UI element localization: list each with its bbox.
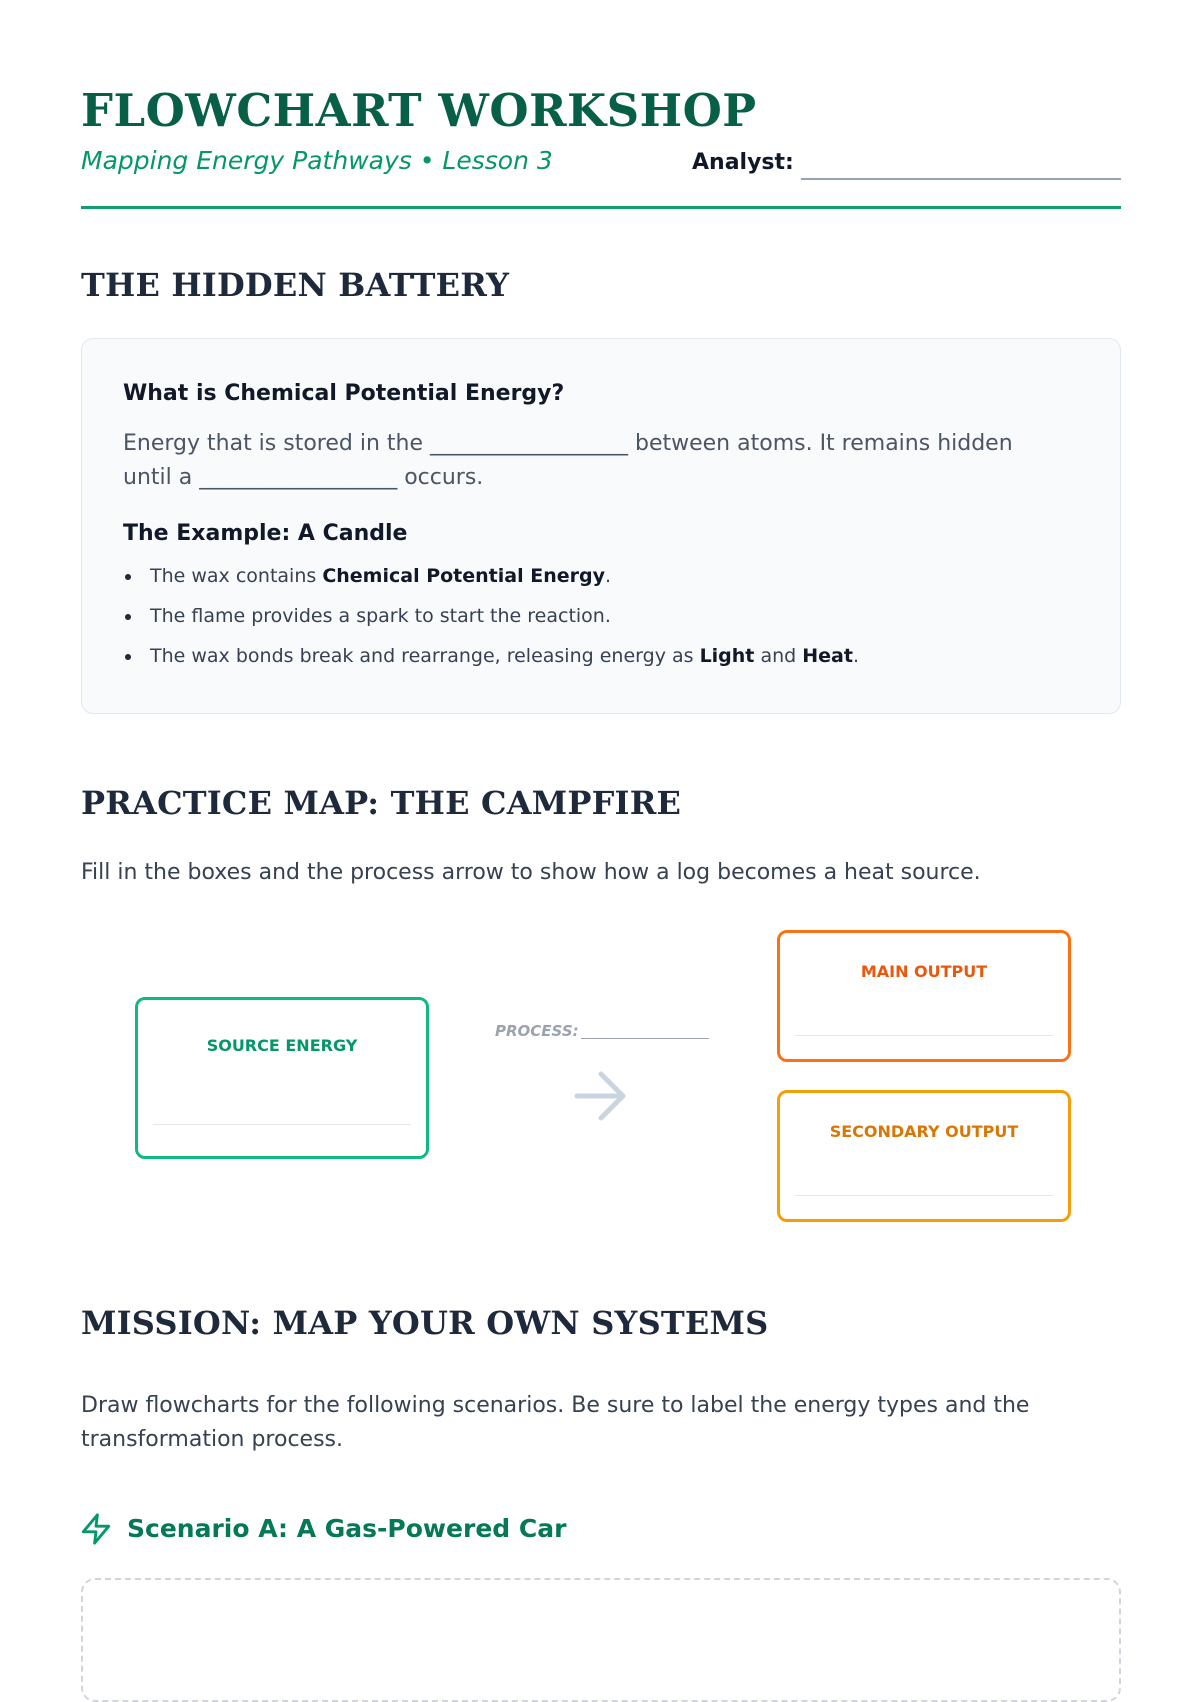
example-title: The Example: A Candle [123, 521, 408, 546]
section-title-practice-map: PRACTICE MAP: THE CAMPFIRE [81, 784, 682, 822]
example-bullet-list [123, 564, 859, 684]
info-box [81, 338, 1121, 714]
scenario-a-title: Scenario A: A Gas-Powered Car [127, 1514, 567, 1543]
definition-text: Energy that is stored in the __________________ between atoms. It remains hidden until a __________________ occurs. [123, 431, 1013, 490]
process-answer-line[interactable] [581, 1038, 709, 1039]
main-output-box[interactable] [777, 930, 1071, 1062]
practice-instructions: Fill in the boxes and the process arrow to show how a log becomes a heat source. [81, 860, 981, 885]
secondary-output-label: SECONDARY OUTPUT [829, 1122, 1019, 1141]
definition-question: What is Chemical Potential Energy? [123, 381, 565, 406]
mission-instructions: Draw flowcharts for the following scenarios. Be sure to label the energy types and the transformation process. [81, 1393, 1030, 1452]
page-title: FLOWCHART WORKSHOP [81, 84, 757, 137]
analyst-name-field[interactable] [801, 178, 1121, 180]
header-divider [81, 206, 1121, 209]
section-title-hidden-battery: THE HIDDEN BATTERY [81, 266, 510, 304]
list-item: The flame provides a spark to start the reaction. [123, 604, 859, 644]
source-energy-label: SOURCE ENERGY [206, 1036, 358, 1055]
section-title-mission: MISSION: MAP YOUR OWN SYSTEMS [81, 1304, 769, 1342]
secondary-output-box[interactable] [777, 1090, 1071, 1222]
secondary-output-answer-line [795, 1195, 1053, 1196]
scenario-a-drawing-area[interactable] [81, 1578, 1121, 1702]
arrow-right-icon [571, 1066, 629, 1126]
analyst-label: Analyst: [692, 150, 794, 175]
lightning-icon [79, 1511, 113, 1547]
source-answer-line [153, 1124, 411, 1125]
list-item: The wax contains Chemical Potential Energy. [123, 564, 859, 604]
main-output-label: MAIN OUTPUT [860, 962, 988, 981]
main-output-answer-line [795, 1035, 1053, 1036]
list-item: The wax bonds break and rearrange, releasing energy as Light and Heat. [123, 644, 859, 684]
page-subtitle: Mapping Energy Pathways • Lesson 3 [81, 146, 553, 175]
source-energy-box[interactable] [135, 997, 429, 1159]
process-label: PROCESS: [495, 1022, 579, 1040]
